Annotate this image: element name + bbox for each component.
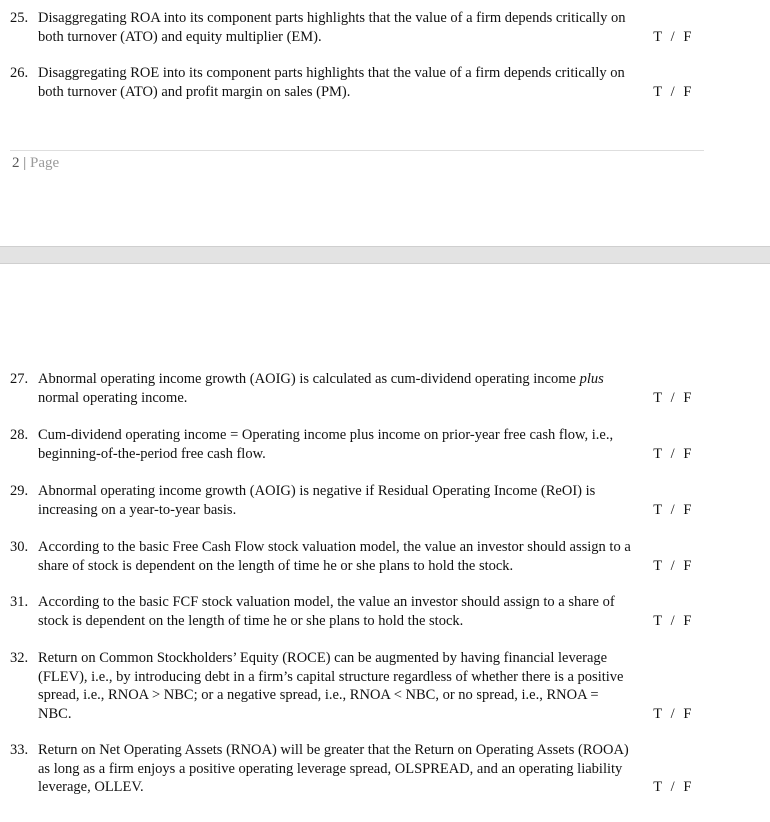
question-text-line: According to the basic FCF stock valuation model, the value an investor should assign to a share of: [38, 594, 615, 610]
question-number: 29.: [10, 483, 29, 499]
page-label: Page: [30, 155, 60, 171]
true-false-choice[interactable]: T / F: [653, 705, 692, 722]
page-break-gap: [0, 246, 770, 264]
true-false-choice[interactable]: T / F: [653, 83, 692, 100]
question-text-line: increasing on a year-to-year basis.: [38, 501, 237, 518]
question-25: [10, 9, 710, 46]
footer-separator: |: [19, 155, 31, 171]
question-text-line: both turnover (ATO) and profit margin on sales (PM).: [38, 83, 351, 100]
page-number: 2: [12, 155, 20, 171]
question-32: [10, 649, 710, 723]
true-false-choice[interactable]: T / F: [653, 445, 692, 462]
question-text-line: leverage, OLLEV.: [38, 779, 144, 795]
question-text-line: (FLEV), i.e., by introducing debt in a firm’s capital structure regardless of whether there is a positive: [38, 668, 624, 685]
question-26: [10, 64, 710, 101]
document-page-3: [0, 264, 770, 822]
question-text-line: beginning-of-the-period free cash flow.: [38, 445, 266, 462]
question-text-line: Return on Common Stockholders’ Equity (ROCE) can be augmented by having financial leverage: [38, 650, 608, 666]
question-number: 28.: [10, 427, 29, 443]
question-number: 26.: [10, 65, 29, 81]
question-text-line: Abnormal operating income growth (AOIG) is negative if Residual Operating Income (ReOI) is: [38, 483, 596, 499]
question-number: 25.: [10, 10, 29, 26]
question-text-line: normal operating income.: [38, 389, 188, 406]
emphasis-text: plus: [579, 371, 604, 387]
question-text-line: NBC.: [38, 705, 72, 722]
question-text-line: [38, 370, 698, 389]
question-30: [10, 538, 710, 575]
true-false-choice[interactable]: T / F: [653, 501, 692, 518]
question-number: 27.: [10, 371, 29, 387]
question-text-line: both turnover (ATO) and equity multiplier (EM).: [38, 28, 322, 45]
true-false-choice[interactable]: T / F: [653, 557, 692, 574]
question-text-line: spread, i.e., RNOA > NBC; or a negative spread, i.e., RNOA < NBC, or no spread, i.e., RNOA =: [38, 687, 599, 703]
question-number: 33.: [10, 742, 29, 758]
question-29: [10, 482, 710, 519]
question-33: [10, 741, 710, 797]
question-text-line: Cum-dividend operating income = Operating income plus income on prior-year free cash flow, i.e.,: [38, 427, 614, 443]
true-false-choice[interactable]: T / F: [653, 779, 692, 795]
question-number: 31.: [10, 594, 29, 610]
document-page-2: [0, 0, 770, 246]
question-28: [10, 426, 710, 463]
true-false-choice[interactable]: T / F: [653, 612, 692, 629]
question-text-line: as long as a firm enjoys a positive operating leverage spread, OLSPREAD, and an operating liability: [38, 760, 623, 777]
true-false-choice[interactable]: T / F: [653, 28, 692, 45]
question-text-line: According to the basic Free Cash Flow stock valuation model, the value an investor should assign to a: [38, 539, 631, 555]
question-number: 30.: [10, 539, 29, 555]
question-text-line: stock is dependent on the length of time he or she plans to hold the stock.: [38, 612, 464, 629]
question-27: [10, 370, 710, 407]
question-text-line: Disaggregating ROA into its component parts highlights that the value of a firm depends critically on: [38, 10, 626, 26]
question-text-segment: Abnormal operating income growth (AOIG) is calculated as cum-dividend operating income: [38, 371, 580, 387]
question-number: 32.: [10, 650, 29, 666]
footer-divider: [10, 150, 704, 151]
question-text-line: Disaggregating ROE into its component parts highlights that the value of a firm depends critically on: [38, 65, 625, 81]
question-text-line: share of stock is dependent on the length of time he or she plans to hold the stock.: [38, 557, 514, 574]
question-text-line: Return on Net Operating Assets (RNOA) will be greater that the Return on Operating Assets (ROOA): [38, 742, 629, 758]
question-31: [10, 593, 710, 630]
true-false-choice[interactable]: T / F: [653, 389, 692, 406]
page-footer: [12, 155, 59, 172]
